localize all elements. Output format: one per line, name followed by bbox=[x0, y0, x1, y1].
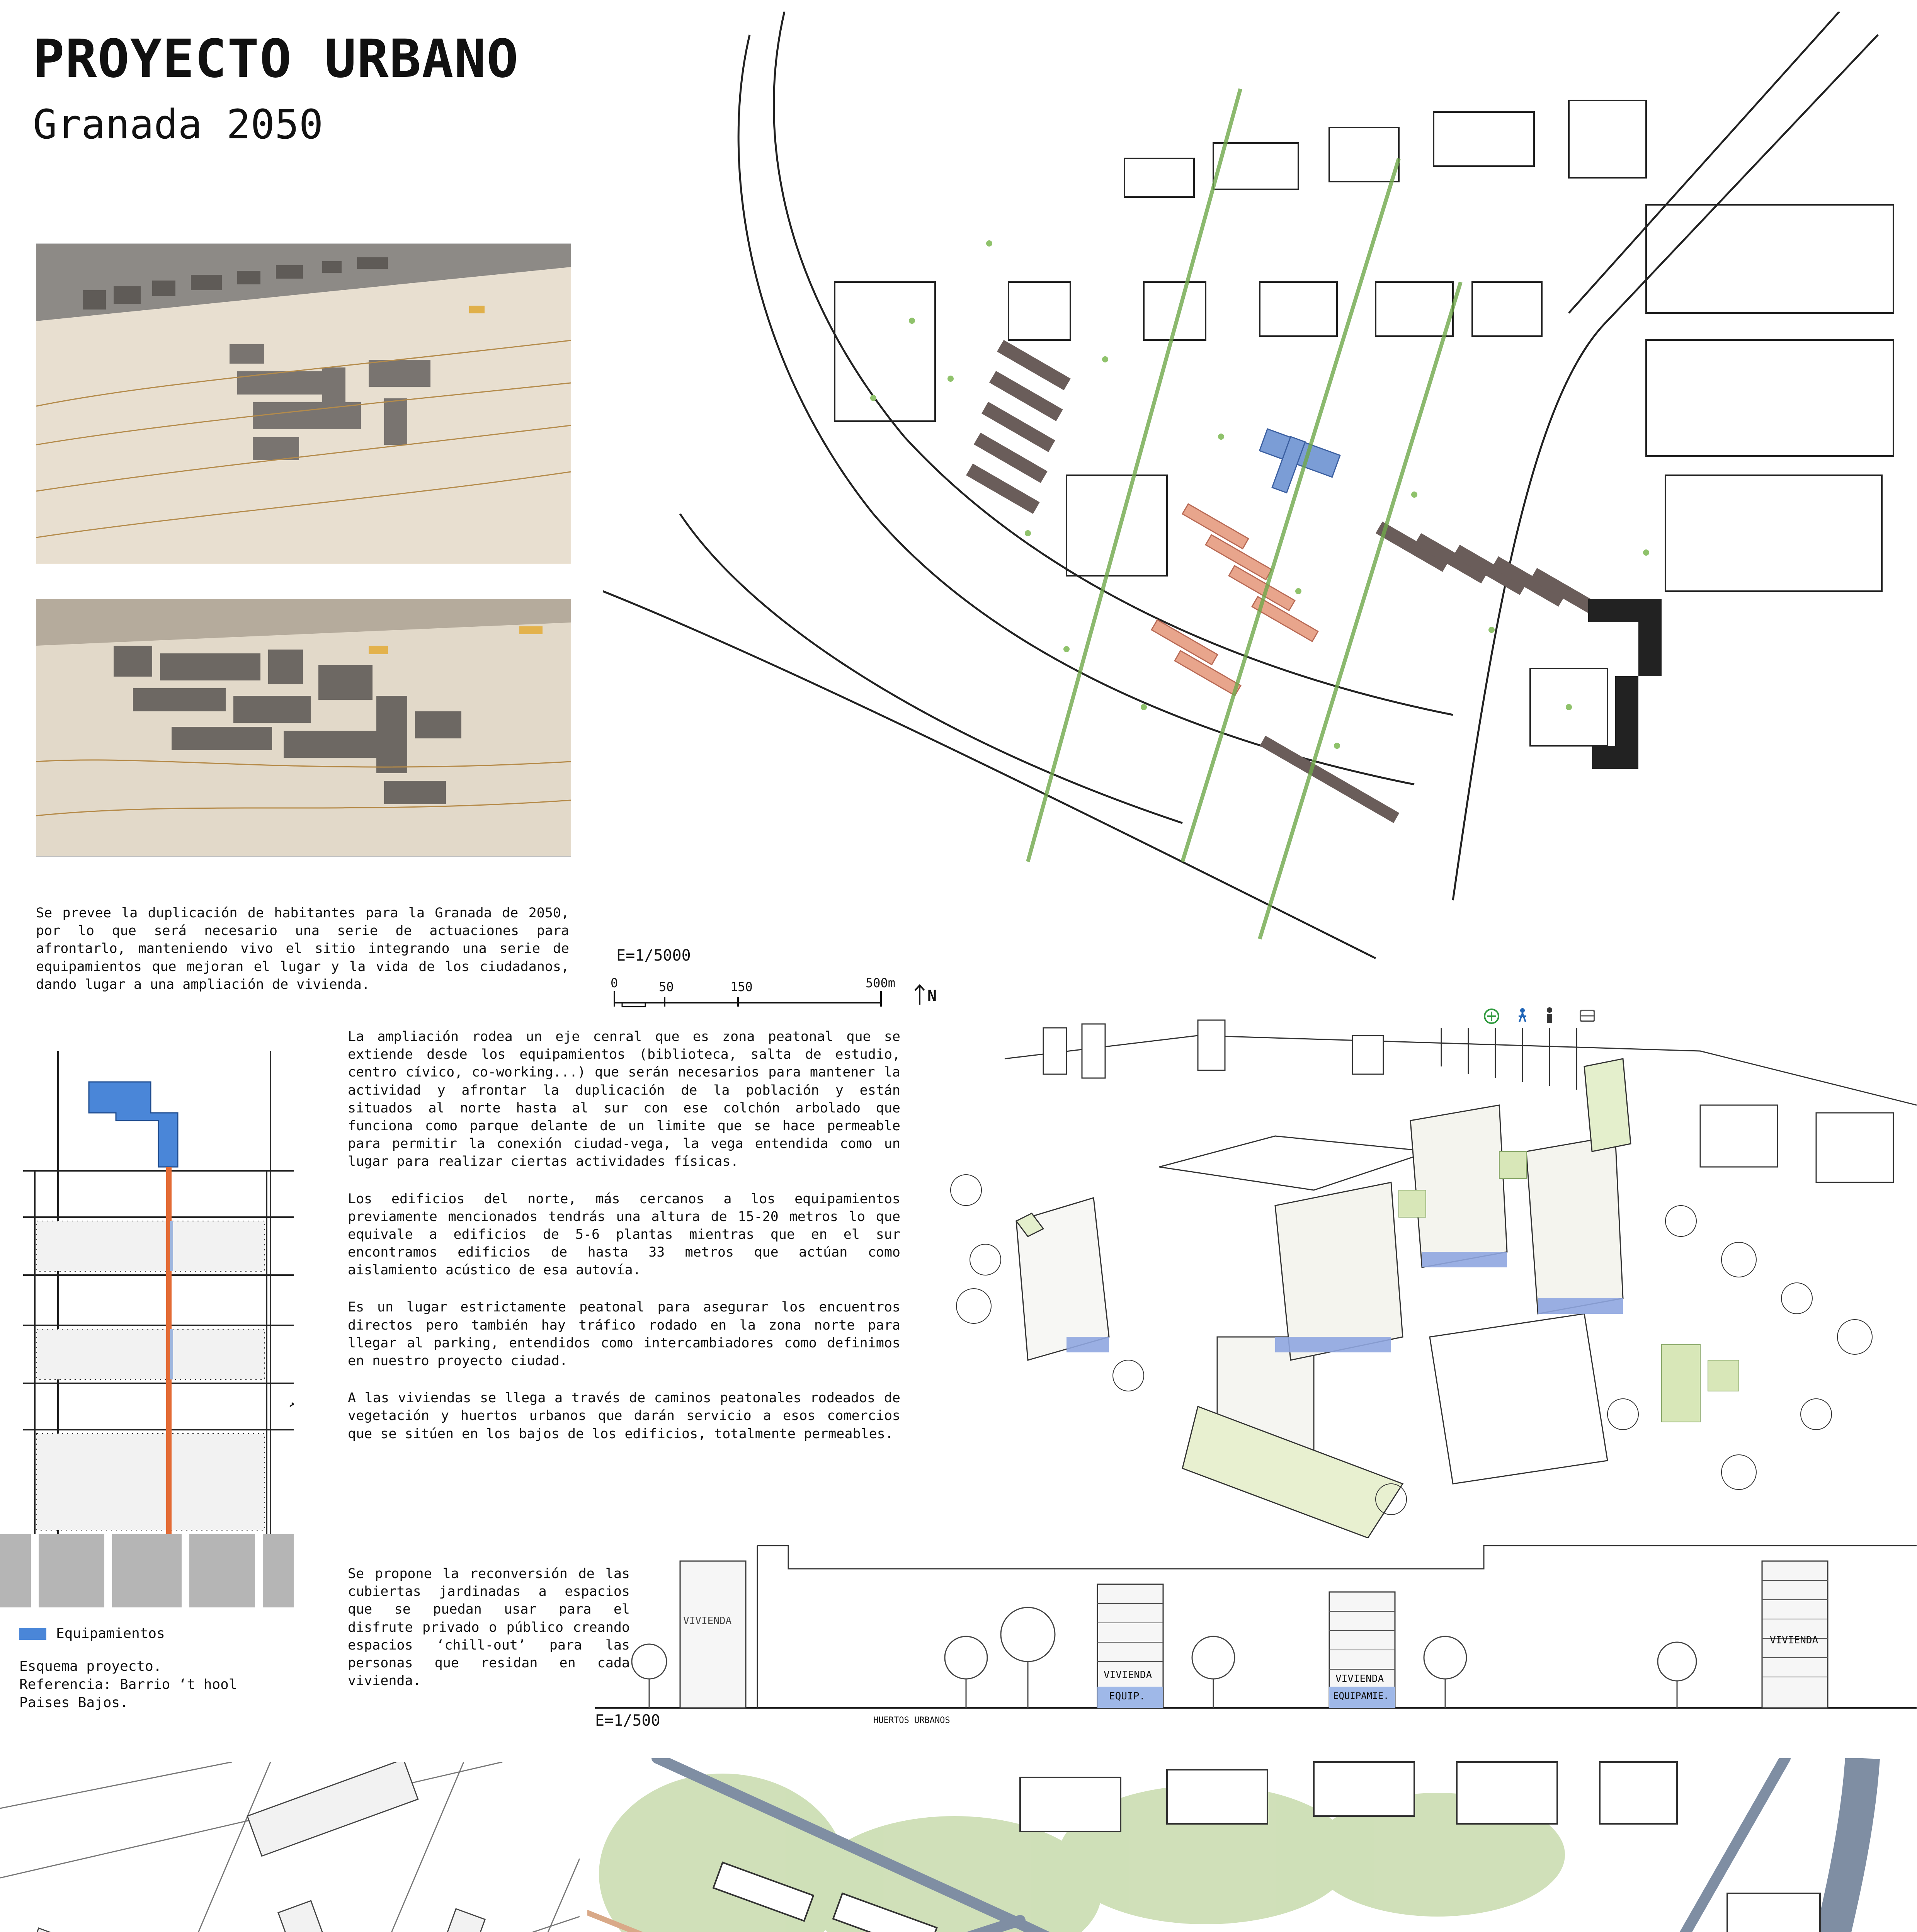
master-plan bbox=[587, 1758, 1917, 1932]
body-p4: A las viviendas se llega a través de caminos peatonales rodeados de vegetación y huertos urbanos que darán servicio a esos comercios que se sitúen en los bajos de los edificios, totalmente permeables. bbox=[348, 1390, 900, 1442]
body-p3: Es un lugar estrictamente peatonal para asegurar los encuentros directos pero también hay tráfico rodado en la zona norte para llegar al parking, entendidos como intercambiadores como definimos en nuestro proyecto ciudad. bbox=[348, 1299, 900, 1369]
section-label-vivienda-left: VIVIENDA bbox=[683, 1615, 732, 1627]
body-text bbox=[348, 1028, 900, 1462]
accessibility-icon bbox=[1485, 1009, 1499, 1023]
axonometric-view bbox=[927, 989, 1917, 1538]
body-p1: La ampliación rodea un eje cenral que es zona peatonal que se extiende desde los equipamientos (biblioteca, salta de estudio, centro cívico, co-working...) que serán necesarios para mantener la actividad y afrontar la duplicación de la población y están situados al norte hasta al sur con ese colchón arbolado que funciona como parque delante de un limite que se hace permeable para permitir la conexión ciudad-vega, la vega entendida como un lugar para realizar ciertas actividades físicas. bbox=[348, 1029, 900, 1170]
pedestrian-icon bbox=[1519, 1008, 1526, 1022]
schema-legend bbox=[19, 1623, 290, 1646]
legend-label: Equipamientos bbox=[56, 1626, 165, 1641]
section-label-huertos: HUERTOS URBANOS bbox=[873, 1716, 950, 1725]
section-label-equip-center: EQUIPAMIE. bbox=[1333, 1690, 1389, 1701]
north-arrow-icon bbox=[912, 983, 927, 1007]
scale-tick-150: 150 bbox=[730, 980, 753, 994]
section-label-vivienda-mid: VIVIENDA bbox=[1104, 1669, 1152, 1681]
section-label-vivienda-right: VIVIENDA bbox=[1770, 1634, 1818, 1646]
north-label: N bbox=[927, 987, 937, 1005]
section-scale: E=1/500 bbox=[595, 1712, 660, 1730]
section-label-vivienda-center: VIVIENDA bbox=[1335, 1673, 1384, 1685]
body-text-roofs: Se propone la reconversión de las cubiertas jardinadas a espacios que se puedan usar para el disfrute privado o público creando espacios ‘chill-out’ para las personas que residan en cada vivienda. bbox=[348, 1566, 630, 1689]
model-photo-top bbox=[36, 243, 571, 564]
section-label-equip-mid: EQUIP. bbox=[1109, 1690, 1145, 1702]
site-plan bbox=[603, 12, 1917, 978]
person-icon bbox=[1547, 1007, 1552, 1023]
bus-icon bbox=[1580, 1010, 1594, 1021]
model-photo-bottom bbox=[36, 599, 571, 857]
scale-tick-500: 500m bbox=[866, 976, 896, 990]
scale-tick-50: 50 bbox=[659, 980, 674, 994]
scale-tick-0: 0 bbox=[611, 976, 618, 990]
block-plan bbox=[0, 1762, 580, 1932]
page-subtitle: Granada 2050 bbox=[33, 101, 323, 148]
legend-swatch bbox=[19, 1628, 46, 1640]
page-title: PROYECTO URBANO bbox=[33, 29, 519, 90]
section-elevation bbox=[595, 1534, 1917, 1735]
site-plan-scale-bar bbox=[611, 976, 958, 1010]
site-plan-scale: E=1/5000 bbox=[616, 947, 691, 964]
intro-text: Se prevee la duplicación de habitantes para la Granada de 2050, por lo que será necesario una serie de actuaciones para afrontarlo, manteniendo vivo el sitio integrando una serie de equipamientos que mejoran el lugar y la vida de los ciudadanos, dando lugar a una ampliación de vivienda. bbox=[36, 905, 569, 992]
body-p2: Los edificios del norte, más cercanos a los equipamientos previamente mencionados tendrás una altura de 15-20 metros lo que equivale a edificios de 5-6 plantas mientras que en el sur encontramos edificios de hasta 33 metros que actúan como aislamiento acústico de esa autovía. bbox=[348, 1191, 900, 1278]
schema-caption: Esquema proyecto. Referencia: Barrio ‘t hool Paises Bajos. bbox=[19, 1658, 237, 1711]
axonometric-icons bbox=[1484, 1005, 1638, 1028]
schema-diagram bbox=[0, 1051, 294, 1607]
